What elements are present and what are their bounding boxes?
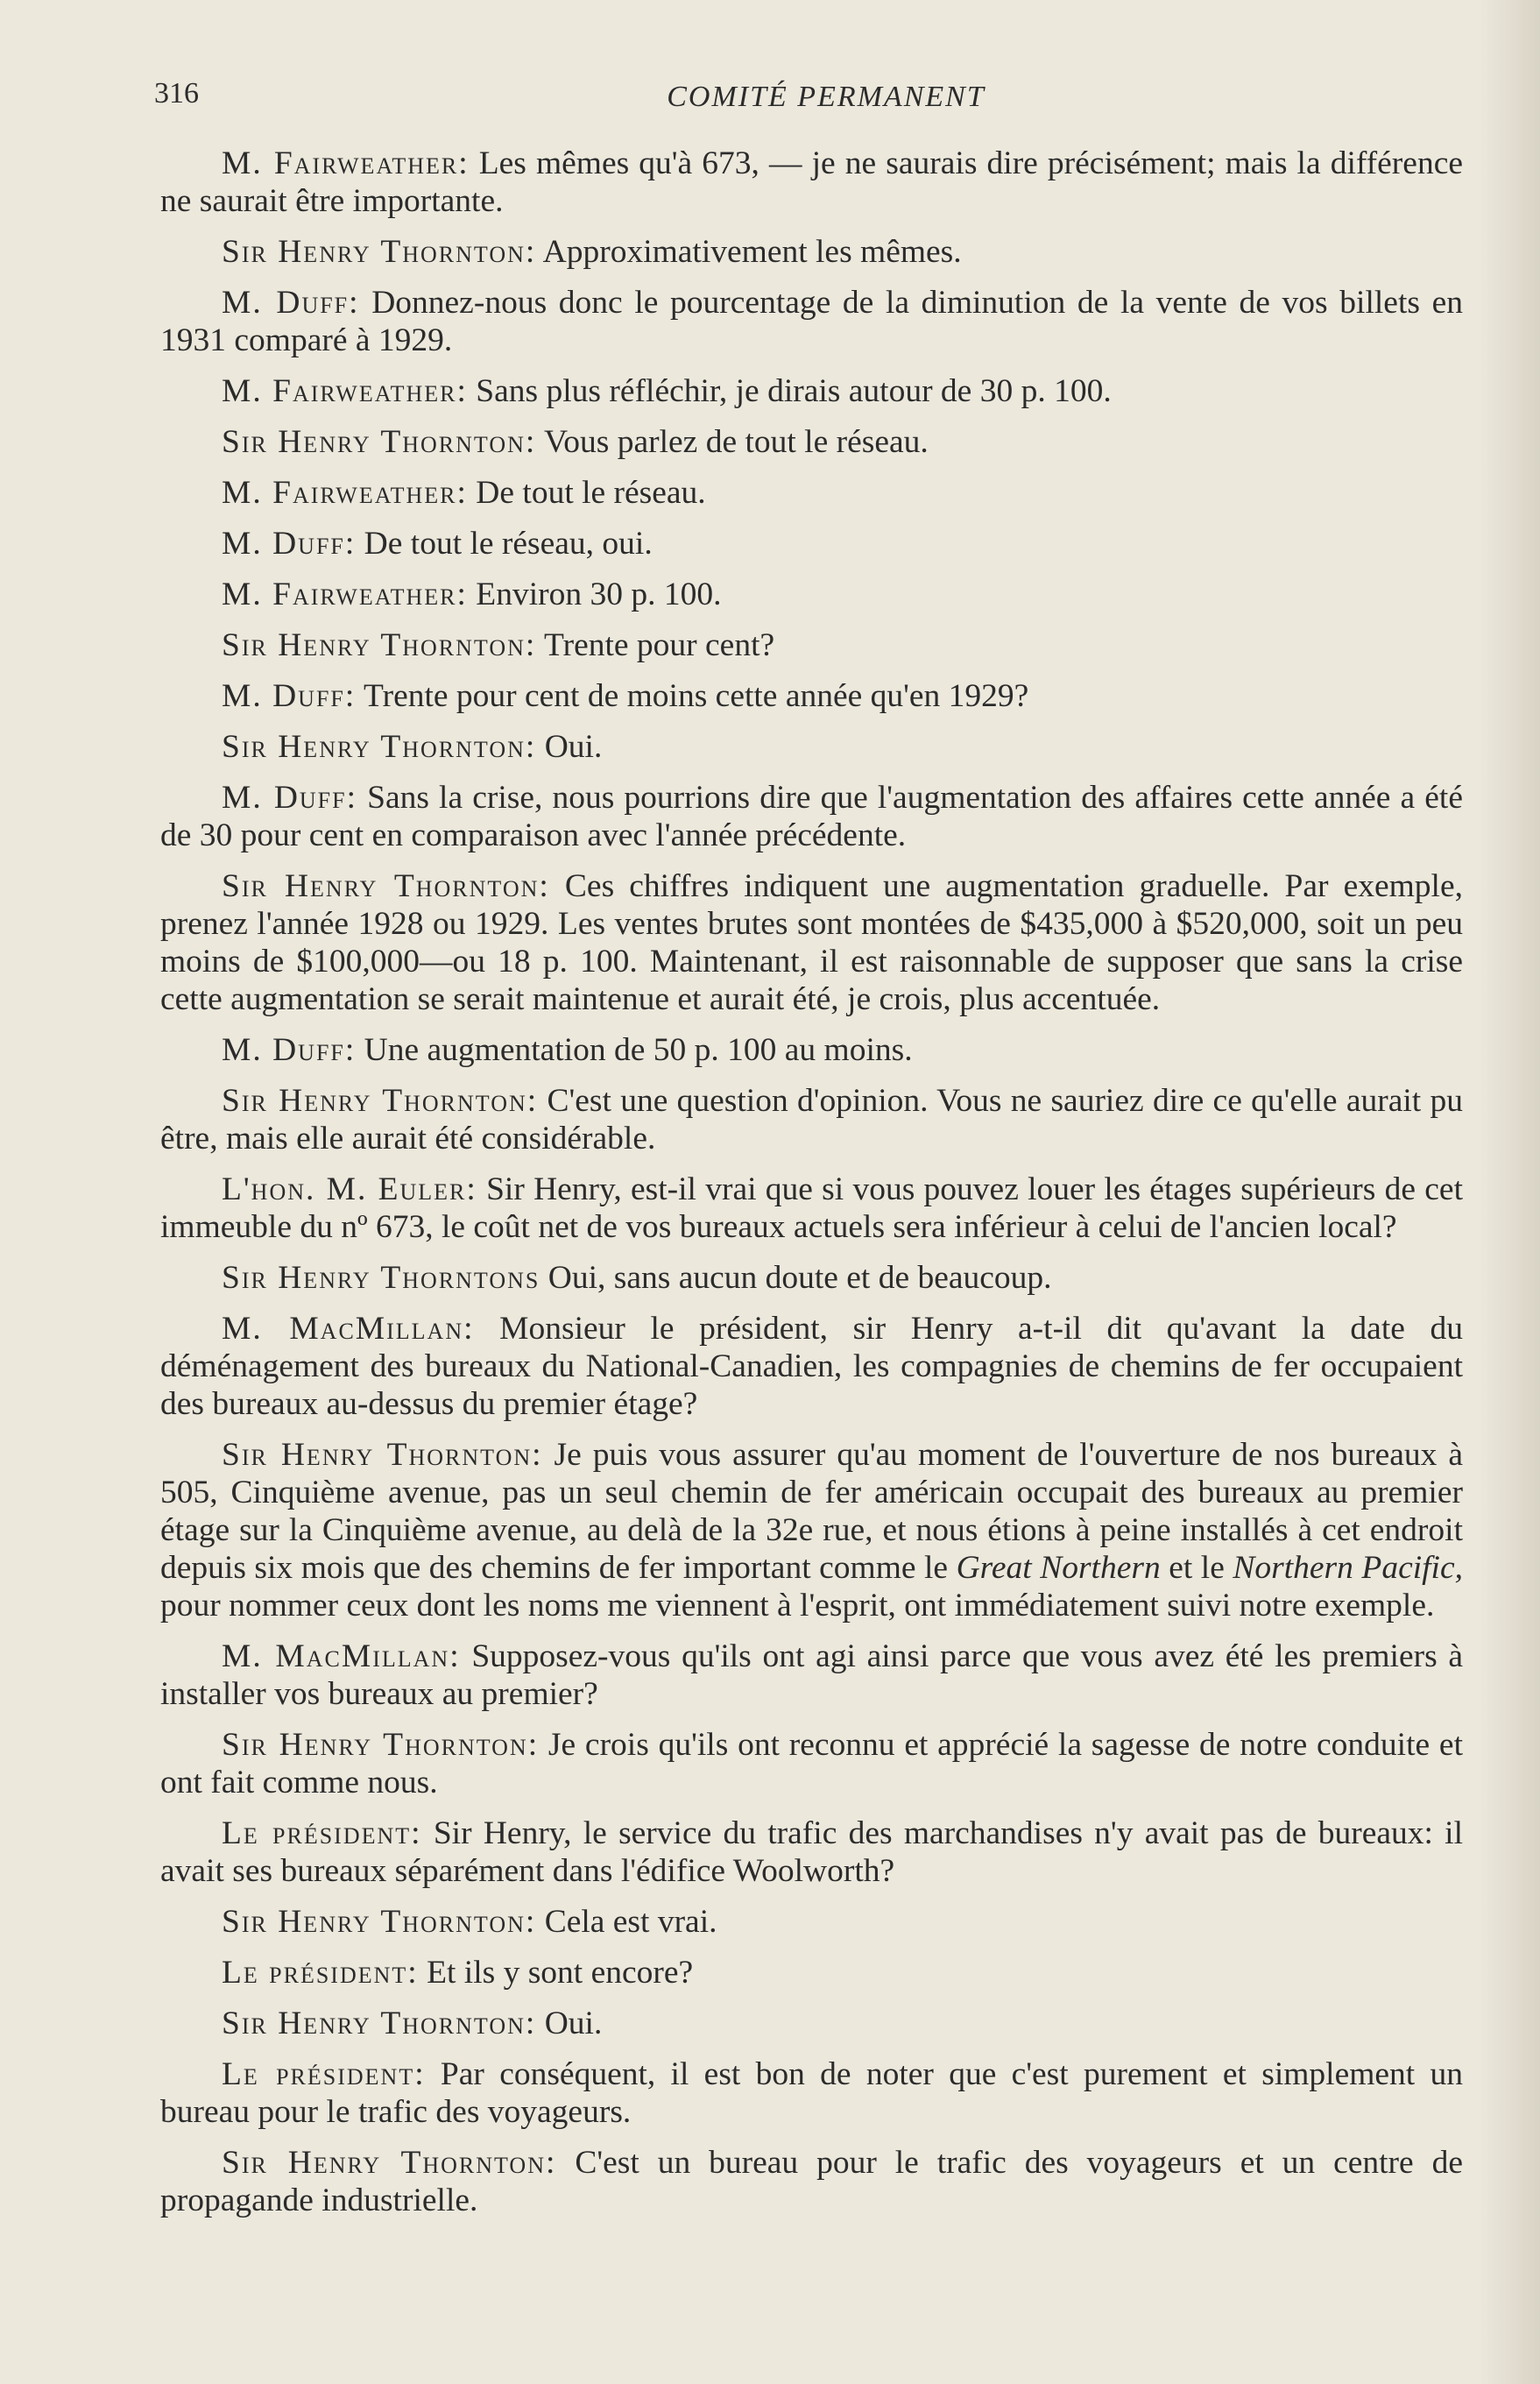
- transcript-paragraph: [160, 1171, 1463, 1246]
- speaker-name: M. Fairweather:: [222, 577, 468, 612]
- transcript-paragraph: [160, 284, 1463, 359]
- speaker-name: Sir Henry Thornton:: [222, 1083, 539, 1119]
- transcript-paragraph: [160, 423, 1463, 461]
- transcript-paragraph: [160, 867, 1463, 1018]
- transcript-paragraph: [160, 1726, 1463, 1801]
- speaker-name: L'hon. M. Euler:: [222, 1171, 477, 1207]
- speech-text: Approximativement les mêmes.: [536, 234, 962, 270]
- speech-text: C'est une question d'opinion. Vous ne sauriez dire ce qu'elle aurait pu être, mais elle aurait été considérable.: [160, 1083, 1463, 1157]
- speech-text: Oui.: [536, 2006, 603, 2041]
- transcript-paragraph: [160, 677, 1463, 715]
- speaker-name: M. Fairweather:: [222, 373, 468, 409]
- transcript-paragraph: [160, 145, 1463, 220]
- transcript-paragraph: [160, 728, 1463, 766]
- transcript-paragraph: [160, 525, 1463, 562]
- transcript-paragraph: [160, 2005, 1463, 2042]
- transcript-paragraph: [160, 779, 1463, 854]
- speech-text: Trente pour cent?: [536, 627, 775, 663]
- speaker-name: Sir Henry Thorntons: [222, 1260, 540, 1296]
- transcript-paragraph: [160, 372, 1463, 410]
- speech-text: Ces chiffres indiquent une augmentation graduelle. Par exemple, prenez l'année 1928 ou 1929. Les ventes brutes sont montées de $435,000 à $520,000, soit un peu moins de $100,000—ou 18 p. 100. Maintenant, il est raisonnable de supposer que sans la crise cette augmentation se serait maintenue et aurait été, je crois, plus accentuée.: [160, 868, 1463, 1017]
- transcript-paragraph: [160, 1903, 1463, 1941]
- speech-text: Et ils y sont encore?: [418, 1955, 694, 1991]
- transcript-paragraph: [160, 1815, 1463, 1890]
- speaker-name: Sir Henry Thornton:: [222, 1904, 537, 1940]
- speaker-name: Sir Henry Thornton:: [222, 1727, 540, 1763]
- speech-text: De tout le réseau, oui.: [356, 526, 653, 562]
- railway-name-italic: Great Northern: [956, 1550, 1161, 1586]
- speech-text: Sir Henry, le service du trafic des marchandises n'y avait pas de bureaux: il avait ses bureaux séparément dans l'édifice Woolworth?: [160, 1815, 1463, 1889]
- speech-text: Sans la crise, nous pourrions dire que l'augmentation des affaires cette année a été de 30 pour cent en comparaison avec l'année précédente.: [160, 780, 1463, 853]
- speech-text: pour nommer ceux dont les noms me viennent à l'esprit, ont immédiatement suivi notre exemple.: [160, 1588, 1435, 1624]
- transcript-paragraph: [160, 1259, 1463, 1297]
- speech-text: Par conséquent, il est bon de noter que c'est purement et simplement un bureau pour le trafic des voyageurs.: [160, 2056, 1463, 2130]
- transcript-paragraph: [160, 626, 1463, 664]
- transcript-paragraph: [160, 1436, 1463, 1624]
- transcript-body: [160, 145, 1463, 2232]
- speech-text: Supposez-vous qu'ils ont agi ainsi parce que vous avez été les premiers à installer vos bureaux au premier?: [160, 1638, 1464, 1712]
- speaker-name: Le président:: [222, 1815, 422, 1851]
- speech-text: Les mêmes qu'à 673, — je ne saurais dire précisément; mais la différence ne saurait être importante.: [160, 145, 1463, 219]
- transcript-paragraph: [160, 1638, 1463, 1713]
- speech-text: Je crois qu'ils ont reconnu et apprécié la sagesse de notre conduite et ont fait comme nous.: [160, 1727, 1463, 1800]
- speech-text: Je puis vous assurer qu'au moment de l'ouverture de nos bureaux à 505, Cinquième avenue, pas un seul chemin de fer américain occupait des bureaux au premier étage sur la Cinquième avenue, au delà de la 32e rue, et nous étions à peine installés à cet endroit depuis six mois que des chemins de fer important comme le: [160, 1437, 1464, 1586]
- speaker-name: Le président:: [222, 2056, 426, 2092]
- speaker-name: M. Duff:: [222, 285, 360, 321]
- transcript-paragraph: [160, 1031, 1463, 1069]
- speaker-name: M. Duff:: [222, 1032, 357, 1068]
- speech-text: Cela est vrai.: [536, 1904, 717, 1940]
- speaker-name: M. Duff:: [222, 678, 357, 714]
- speaker-name: M. Duff:: [222, 780, 358, 816]
- speaker-name: M. MacMillan:: [222, 1638, 461, 1674]
- transcript-paragraph: [160, 474, 1463, 512]
- speaker-name: Sir Henry Thornton:: [222, 424, 537, 460]
- speaker-name: Sir Henry Thornton:: [222, 2145, 557, 2181]
- speech-text: Vous parlez de tout le réseau.: [536, 424, 929, 460]
- speech-text: De tout le réseau.: [467, 475, 706, 511]
- transcript-paragraph: [160, 233, 1463, 271]
- speech-text: Oui, sans aucun doute et de beaucoup.: [540, 1260, 1052, 1296]
- speech-text: Environ 30 p. 100.: [467, 577, 722, 612]
- transcript-paragraph: [160, 1954, 1463, 1991]
- speech-text: Oui.: [536, 729, 603, 765]
- speaker-name: M. Duff:: [222, 526, 357, 562]
- speech-text: Sans plus réfléchir, je dirais autour de 30 p. 100.: [467, 373, 1112, 409]
- page-header: [154, 77, 1463, 130]
- speech-text: C'est un bureau pour le trafic des voyageurs et un centre de propagande industrielle.: [160, 2145, 1464, 2218]
- page-edge-shadow: [1479, 0, 1540, 2384]
- transcript-paragraph: [160, 2055, 1463, 2131]
- railway-name-italic: Northern Pacific,: [1233, 1550, 1463, 1586]
- transcript-paragraph: [160, 576, 1463, 613]
- speaker-name: Sir Henry Thornton:: [222, 1437, 543, 1473]
- running-title: COMITÉ PERMANENT: [667, 81, 985, 113]
- speech-text: et le: [1160, 1550, 1233, 1586]
- speaker-name: Sir Henry Thornton:: [222, 2006, 537, 2041]
- speaker-name: Sir Henry Thornton:: [222, 234, 537, 270]
- speaker-name: M. MacMillan:: [222, 1311, 475, 1347]
- speaker-name: Sir Henry Thornton:: [222, 729, 537, 765]
- speaker-name: Le président:: [222, 1955, 419, 1991]
- speech-text: Une augmentation de 50 p. 100 au moins.: [356, 1032, 913, 1068]
- speech-text: Monsieur le président, sir Henry a-t-il dit qu'avant la date du déménagement des bureaux du National-Canadien, les compagnies de chemins de fer occupaient des bureaux au-dessus du premier étage?: [160, 1311, 1463, 1422]
- speech-text: Donnez-nous donc le pourcentage de la diminution de la vente de vos billets en 1931 comparé à 1929.: [160, 285, 1463, 358]
- transcript-paragraph: [160, 2144, 1463, 2219]
- speaker-name: M. Fairweather:: [222, 475, 468, 511]
- transcript-paragraph: [160, 1310, 1463, 1423]
- speaker-name: Sir Henry Thornton:: [222, 627, 537, 663]
- speaker-name: M. Fairweather:: [222, 145, 470, 181]
- transcript-paragraph: [160, 1082, 1463, 1157]
- page-number: 316: [154, 77, 199, 110]
- speech-text: Trente pour cent de moins cette année qu'en 1929?: [356, 678, 1029, 714]
- speech-text: Sir Henry, est-il vrai que si vous pouvez louer les étages supérieurs de cet immeuble du nº 673, le coût net de vos bureaux actuels sera inférieur à celui de l'ancien local?: [160, 1171, 1463, 1245]
- speaker-name: Sir Henry Thornton:: [222, 868, 550, 904]
